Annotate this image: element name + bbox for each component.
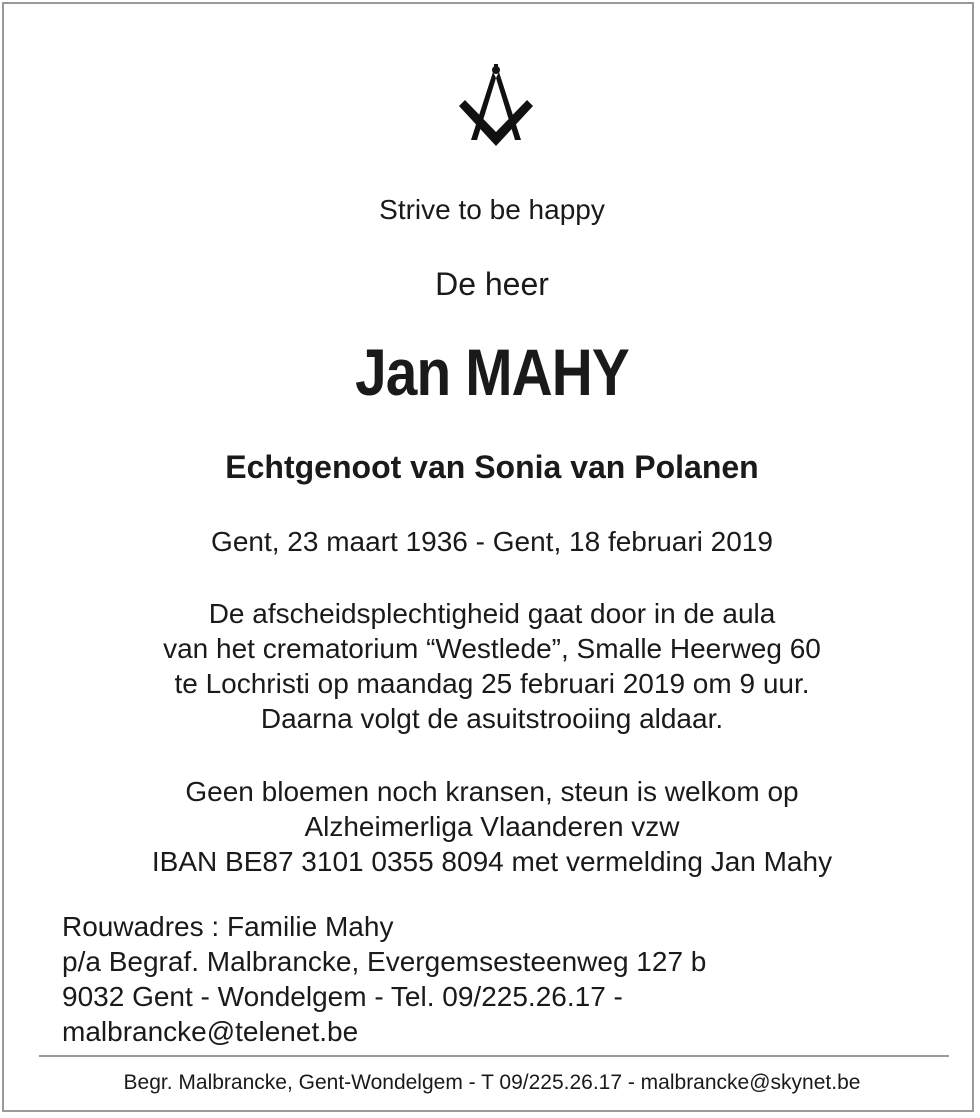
donation-line: Geen bloemen noch kransen, steun is welkom op (185, 776, 799, 807)
footer-credit: Begr. Malbrancke, Gent-Wondelgem - T 09/225.26.17 - malbrancke@skynet.be (123, 1071, 861, 1094)
donation-paragraph (4, 774, 980, 879)
spouse-line: Echtgenoot van Sonia van Polanen (225, 449, 759, 485)
address-line: p/a Begraf. Malbrancke, Evergemsesteenweg 127 b (62, 946, 707, 977)
life-dates: Gent, 23 maart 1936 - Gent, 18 februari 2019 (211, 526, 773, 557)
address-line: 9032 Gent - Wondelgem - Tel. 09/225.26.17 - (62, 981, 623, 1012)
address-line: Rouwadres : Familie Mahy (62, 911, 394, 942)
donation-line: Alzheimerliga Vlaanderen vzw (304, 811, 680, 842)
mourning-address (62, 909, 706, 1049)
honorific: De heer (435, 266, 549, 302)
footer-divider (39, 1055, 949, 1057)
deceased-name: Jan MAHY (355, 335, 629, 409)
ceremony-line: De afscheidsplechtigheid gaat door in de aula (208, 598, 776, 629)
square-and-compasses-icon (457, 64, 535, 148)
address-email: malbrancke@telenet.be (62, 1016, 359, 1047)
ceremony-paragraph (4, 596, 980, 736)
obituary-card (2, 2, 974, 1112)
ceremony-line: van het crematorium “Westlede”, Smalle Heerweg 60 (163, 633, 821, 664)
donation-line: IBAN BE87 3101 0355 8094 met vermelding Jan Mahy (151, 846, 833, 877)
motto: Strive to be happy (379, 194, 605, 225)
ceremony-line: te Lochristi op maandag 25 februari 2019 om 9 uur. (174, 668, 810, 699)
ceremony-line: Daarna volgt de asuitstrooiing aldaar. (260, 703, 724, 734)
